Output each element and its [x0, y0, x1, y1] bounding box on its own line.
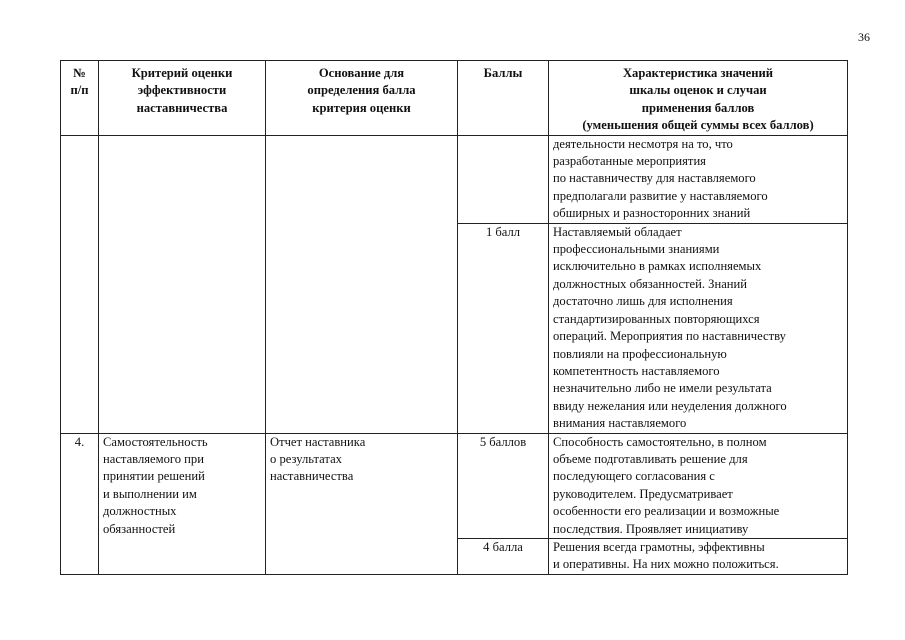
header-number: № п/п — [61, 61, 99, 136]
header-basis: Основание для определения балла критерия оценки — [266, 61, 458, 136]
table-header-row — [61, 61, 848, 136]
table-row — [61, 135, 848, 223]
cell-score: 1 балл — [458, 223, 549, 433]
header-description: Характеристика значений шкалы оценок и случаи применения баллов (уменьшения общей суммы всех баллов) — [549, 61, 848, 136]
cell-score — [458, 135, 549, 223]
criteria-table — [60, 60, 848, 575]
cell-description: деятельности несмотря на то, что разработанные мероприятия по наставничеству для наставляемого предполагали развитие у наставляемого обширных и разносторонних знаний — [549, 135, 848, 223]
cell-number: 4. — [61, 433, 99, 574]
cell-criterion: Самостоятельность наставляемого при принятии решений и выполнении им должностных обязанностей — [99, 433, 266, 574]
table-row — [61, 433, 848, 538]
cell-basis: Отчет наставника о результатах наставничества — [266, 433, 458, 574]
page-number: 36 — [858, 30, 870, 44]
cell-score: 5 баллов — [458, 433, 549, 538]
cell-description: Наставляемый обладает профессиональными знаниями исключительно в рамках исполняемых должностных обязанностей. Знаний достаточно лишь для исполнения стандартизированных повторяющихся операций. Мероприятия по наставничеству повлияли на профессиональную компетентность наставляемого незначительно либо не имели результата ввиду нежелания или неуделения должного внимания наставляемого — [549, 223, 848, 433]
header-score: Баллы — [458, 61, 549, 136]
cell-criterion — [99, 135, 266, 433]
header-criterion: Критерий оценки эффективности наставничества — [99, 61, 266, 136]
cell-description: Решения всегда грамотны, эффективны и оперативны. На них можно положиться. — [549, 538, 848, 574]
cell-basis — [266, 135, 458, 433]
cell-description: Способность самостоятельно, в полном объеме подготавливать решение для последующего согласования с руководителем. Предусматривает особенности его реализации и возможные последствия. Проявляет инициативу — [549, 433, 848, 538]
cell-number — [61, 135, 99, 433]
cell-score: 4 балла — [458, 538, 549, 574]
